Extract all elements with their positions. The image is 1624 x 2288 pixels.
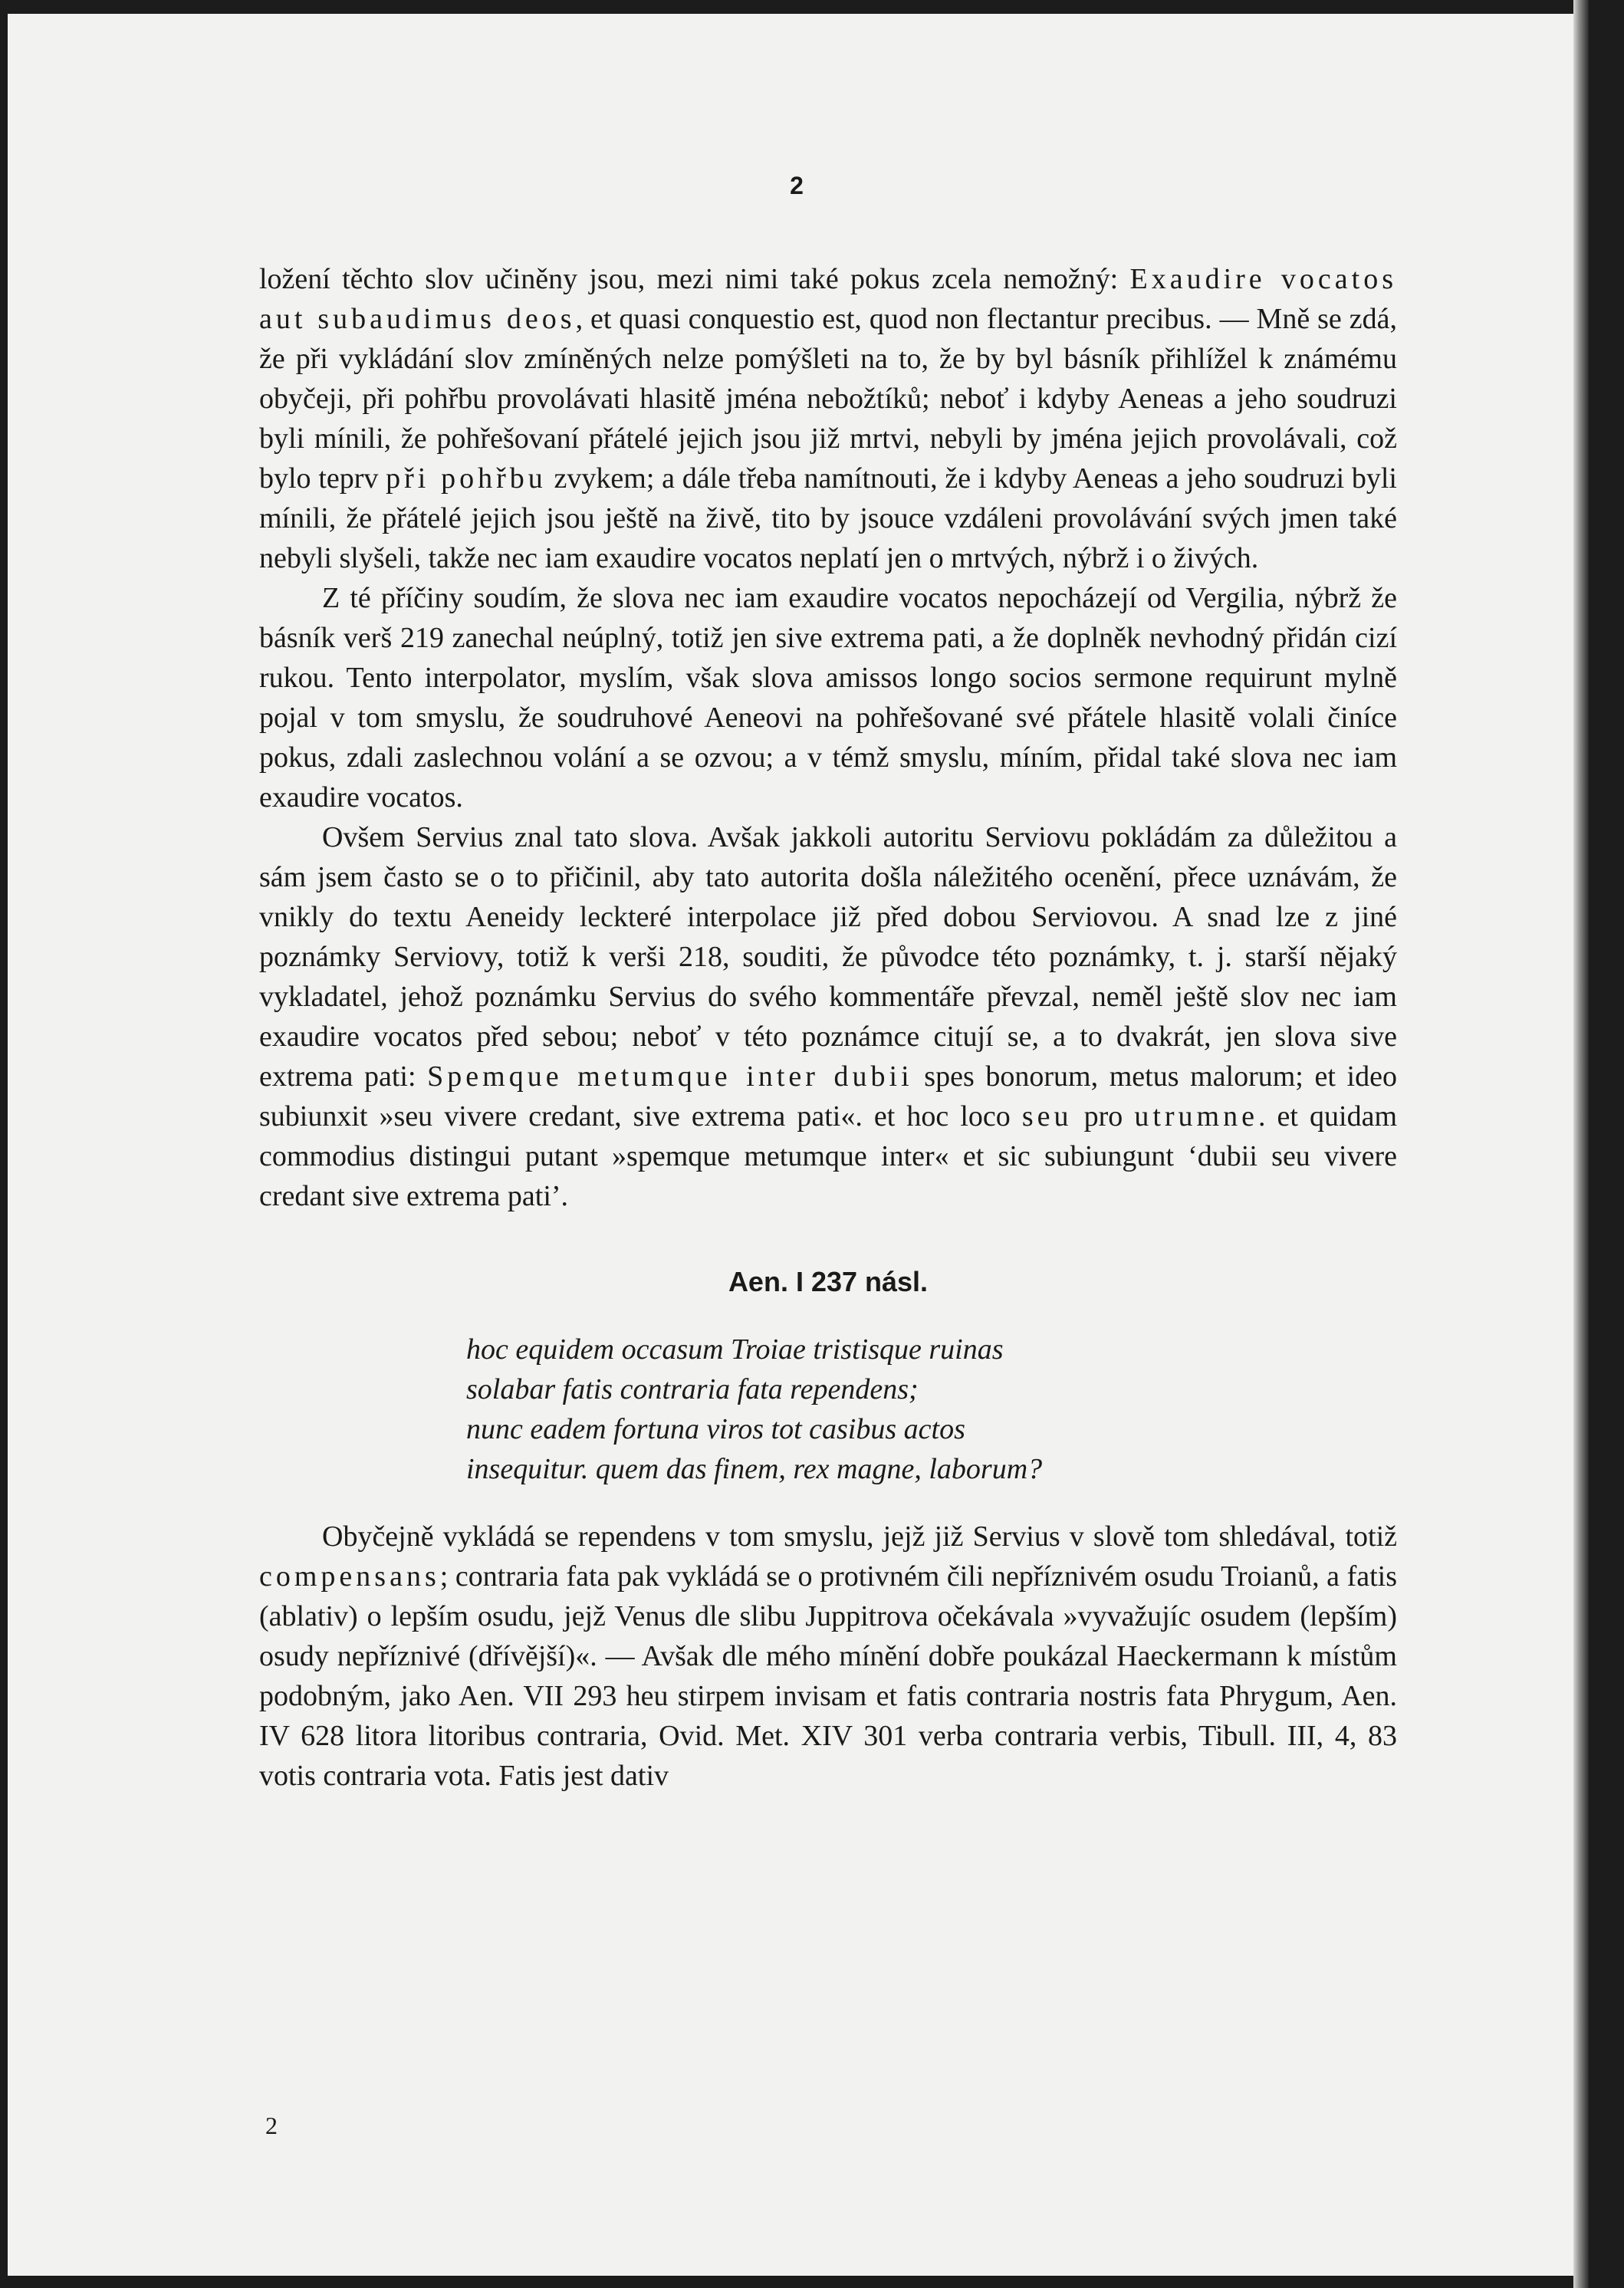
paragraph-1-spaced-b: při pohřbu (386, 462, 547, 495)
paragraph-1-text-a: ložení těchto slov učiněny jsou, mezi nimi také pokus zcela nemožný: (259, 263, 1130, 295)
paragraph-1-spaced-a: Exaudire vocatos aut subaudimus deos (259, 263, 1397, 335)
paragraph-3-text-b: spes bonorum, metus malorum; et ideo subiunxit »seu vivere credant, sive extrema pati«. et hoc loco (259, 1060, 1397, 1132)
paragraph-3-spaced-b: seu (1021, 1100, 1073, 1132)
paragraph-1-text-c: zvykem; a dále třeba namítnouti, že i kdyby Aeneas a jeho soudruzi byli mínili, že přátelé jejich jsou ještě na živě, tito by jsouce vzdáleni provolávání svých jmen také nebyli slyšeli, takže nec iam exaudire vocatos neplatí jen o mrtvých, nýbrž i o živých. (259, 462, 1397, 574)
section-heading: Aen. I 237 násl. (728, 1266, 929, 1297)
paragraph-3-spaced-a: Spemque metumque inter dubii (427, 1060, 913, 1093)
verse-line: insequitur. quem das finem, rex magne, laborum? (466, 1453, 1043, 1485)
paragraph-3-text-a: Ovšem Servius znal tato slova. Avšak jakkoli autoritu Serviovu pokládám za důležitou a sám jsem často se o to přičinil, aby tato autorita došla náležitého ocenění, přece uznávám, že vnikly do textu Aeneidy leckteré interpolace již před dobou Serviovou. A snad lze z jiné poznámky Serviovy, totiž k verši 218, souditi, že původce této poznámky, t. j. starší nějaký vykladatel, jehož poznámku Servius do svého kommentáře převzal, neměl ještě slov nec iam exaudire vocatos před sebou; neboť v této poznámce citují se, a to dvakrát, jen slova sive extrema pati: (259, 821, 1397, 1093)
paragraph-3-text-c: pro (1072, 1100, 1135, 1132)
paragraph-3-spaced-c: utrumne (1134, 1100, 1258, 1132)
book-page (8, 14, 1586, 2276)
page-binding-edge (1573, 0, 1589, 2288)
paragraph-4-spaced-a: compensans (259, 1560, 440, 1593)
paragraph-4 (259, 1517, 1397, 1796)
signature-mark: 2 (265, 2112, 278, 2139)
verse-line: nunc eadem fortuna viros tot casibus actos (466, 1413, 965, 1445)
verse-line: hoc equidem occasum Troiae tristisque ruinas (466, 1333, 1004, 1366)
verse-quotation (466, 1330, 1397, 1489)
verse-line: solabar fatis contraria fata rependens; (466, 1373, 919, 1405)
page-number: 2 (790, 172, 804, 199)
paragraph-3-text-d: . et quidam commodius distingui putant »spemque metumque inter« et sic subiungunt ‘dubii seu vivere credant sive extrema pati’. (259, 1100, 1397, 1212)
paragraph-3 (259, 817, 1397, 1216)
paragraph-2: Z té příčiny soudím, že slova nec iam exaudire vocatos nepocházejí od Vergilia, nýbrž že básník verš 219 zanechal neúplný, totiž jen sive extrema pati, a že doplněk nevhodný přidán cizí rukou. Tento interpolator, myslím, však slova amissos longo socios sermone requirunt mylně pojal v tom smyslu, že soudruhové Aeneovi na pohřešované své přátele hlasitě volali činíce pokus, zdali zaslechnou volání a se ozvou; a v témž smyslu, míním, přidal také slova nec iam exaudire vocatos. (259, 582, 1397, 814)
paragraph-1 (259, 259, 1397, 578)
paragraph-4-text-a: Obyčejně vykládá se rependens v tom smyslu, jejž již Servius v slově tom shledával, totiž (322, 1520, 1397, 1553)
paragraph-4-text-b: ; contraria fata pak vykládá se o protivném čili nepříznivém osudu Troianů, a fatis (ablativ) o lepším osudu, jejž Venus dle slibu Juppitrova očekávala »vyvažujíc osudem (lepším) osudy nepříznivé (dřívější)«. — Avšak dle mého mínění dobře poukázal Haeckermann k místům podobným, jako Aen. VII 293 heu stirpem invisam et fatis contraria nostris fata Phrygum, Aen. IV 628 litora litoribus contraria, Ovid. Met. XIV 301 verba contraria verbis, Tibull. III, 4, 83 votis contraria vota. Fatis jest dativ (259, 1560, 1397, 1792)
body-text (259, 259, 1397, 1796)
paragraph-1-text-b: , et quasi conquestio est, quod non flectantur precibus. — Mně se zdá, že při vykládání slov zmíněných nelze pomýšleti na to, že by byl básník přihlížel k známému obyčeji, při pohřbu provolávati hlasitě jména nebožtíků; neboť i kdyby Aeneas a jeho soudruzi byli mínili, že pohřešovaní přátelé jejich jsou již mrtvi, nebyli by jména jejich provolávali, což bylo teprv (259, 303, 1397, 495)
